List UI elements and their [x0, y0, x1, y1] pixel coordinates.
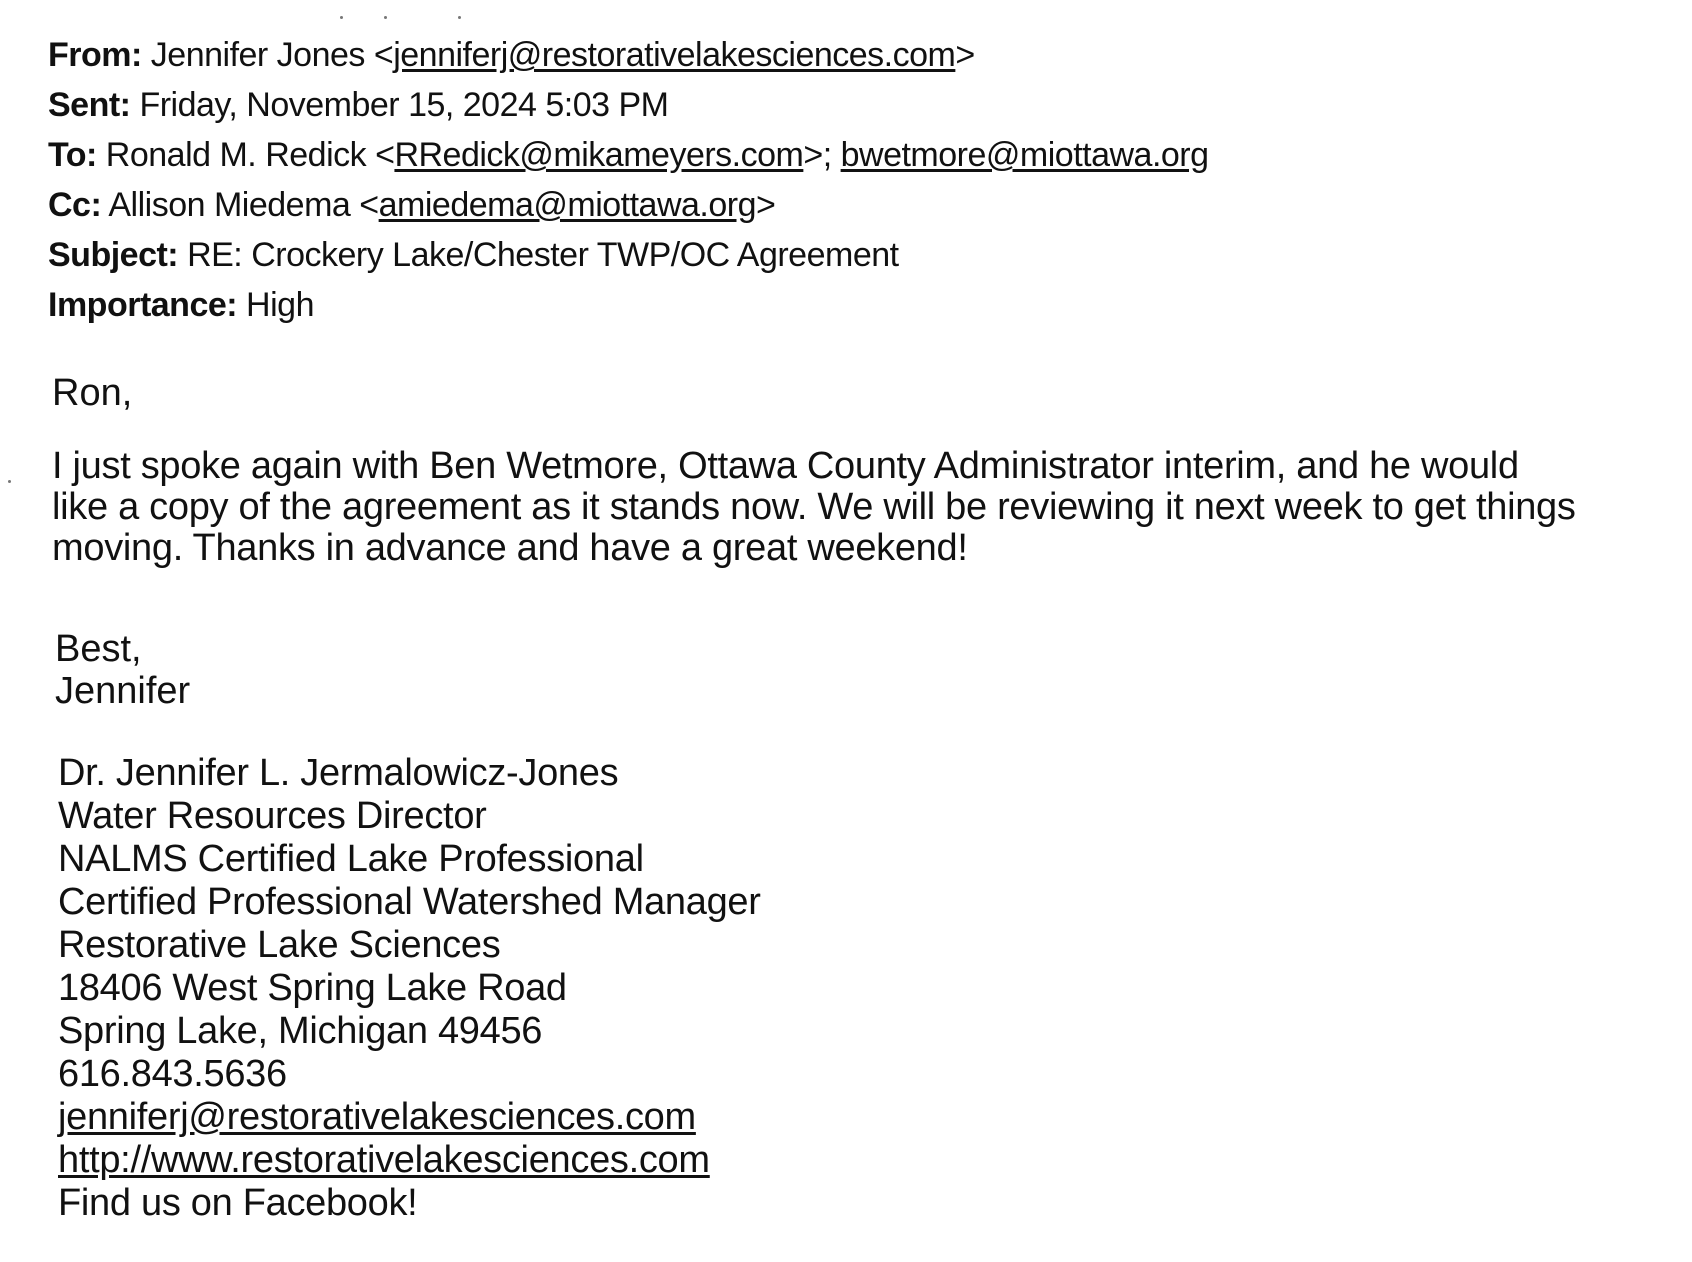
paragraph-line: like a copy of the agreement as it stands now. We will be reviewing it next week to get things [52, 486, 1576, 528]
subject-label: Subject: [48, 236, 179, 274]
signature-phone: 616.843.5636 [58, 1053, 287, 1095]
from-label: From: [48, 36, 142, 74]
signature-title: NALMS Certified Lake Professional [58, 838, 644, 880]
closing [55, 628, 190, 712]
to-label: To: [48, 136, 97, 174]
to-email-link-2[interactable]: bwetmore@miottawa.org [840, 136, 1209, 174]
signature-website-link[interactable]: http://www.restorativelakesciences.com [58, 1139, 710, 1181]
sent-row [48, 80, 1209, 130]
from-close: > [955, 36, 975, 74]
paragraph-line: moving. Thanks in advance and have a great weekend! [52, 527, 968, 569]
subject-value: RE: Crockery Lake/Chester TWP/OC Agreement [187, 236, 899, 274]
signature-block [58, 752, 761, 1225]
scan-speck [8, 480, 11, 483]
to-email-link-1[interactable]: RRedick@mikameyers.com [394, 136, 804, 174]
cc-email-link[interactable]: amiedema@miottawa.org [378, 186, 757, 224]
importance-row [48, 280, 1209, 330]
cc-row [48, 180, 1209, 230]
message-paragraph [52, 446, 1652, 569]
signature-address: Spring Lake, Michigan 49456 [58, 1010, 543, 1052]
to-name: Ronald M. Redick < [105, 136, 395, 174]
paragraph-line: I just spoke again with Ben Wetmore, Ottawa County Administrator interim, and he would [52, 445, 1519, 487]
email-headers [48, 30, 1209, 330]
from-row [48, 30, 1209, 80]
from-name: Jennifer Jones < [150, 36, 394, 74]
signature-company: Restorative Lake Sciences [58, 924, 501, 966]
to-separator: >; [803, 136, 841, 174]
sent-value: Friday, November 15, 2024 5:03 PM [139, 86, 669, 124]
subject-row [48, 230, 1209, 280]
closing-name: Jennifer [55, 670, 191, 712]
from-email-link[interactable]: jenniferj@restorativelakesciences.com [393, 36, 956, 74]
to-row [48, 130, 1209, 180]
scan-speck [340, 16, 343, 19]
cc-label: Cc: [48, 186, 102, 224]
signature-title: Certified Professional Watershed Manager [58, 881, 761, 923]
signature-name: Dr. Jennifer L. Jermalowicz-Jones [58, 752, 619, 794]
greeting: Ron, [52, 372, 133, 414]
signature-email-link[interactable]: jenniferj@restorativelakesciences.com [58, 1096, 696, 1138]
signature-address: 18406 West Spring Lake Road [58, 967, 567, 1009]
importance-value: High [246, 286, 314, 324]
importance-label: Importance: [48, 286, 238, 324]
closing-salutation: Best, [55, 628, 142, 670]
scan-speck [384, 16, 387, 19]
cc-name: Allison Miedema < [108, 186, 379, 224]
scan-speck [458, 16, 461, 19]
signature-social: Find us on Facebook! [58, 1182, 418, 1224]
signature-title: Water Resources Director [58, 795, 487, 837]
cc-close: > [756, 186, 776, 224]
sent-label: Sent: [48, 86, 131, 124]
